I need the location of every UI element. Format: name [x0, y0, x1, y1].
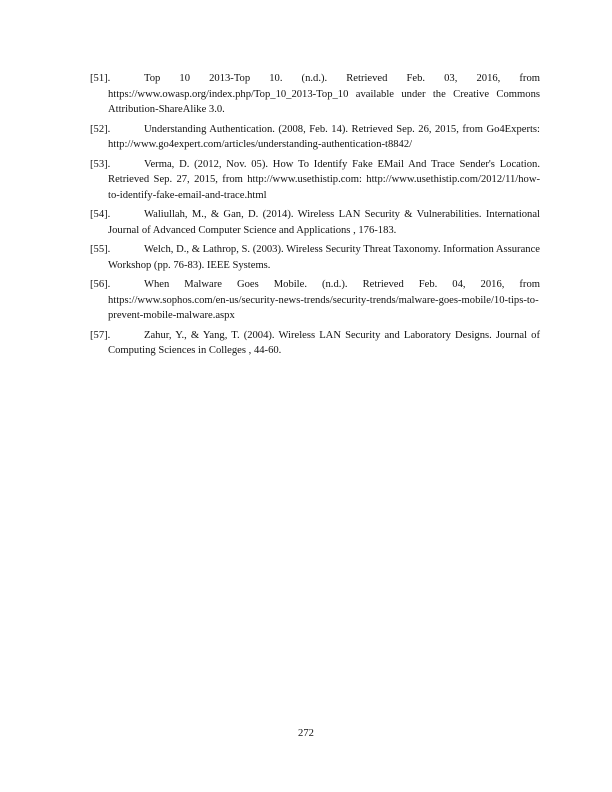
- reference-item: [90, 242, 540, 273]
- reference-number: [56].: [90, 279, 111, 290]
- reference-text: Understanding Authentication. (2008, Feb. 14). Retrieved Sep. 26, 2015, from Go4Experts: http://www.go4expert.com/articles/understanding-authentication-t8842/: [108, 123, 540, 150]
- reference-item: [90, 207, 540, 238]
- reference-text: When Malware Goes Mobile. (n.d.). Retrieved Feb. 04, 2016, from https://www.sophos.com/en-us/security-news-trends/security-trends/malware-goes-mobile/10-tips-to-prevent-mobile-malware.aspx: [108, 279, 540, 321]
- reference-item: [90, 122, 540, 153]
- reference-text: Verma, D. (2012, Nov. 05). How To Identify Fake EMail And Trace Sender's Location. Retrieved Sep. 27, 2015, from http://www.usethistip.com: http://www.usethistip.com/2012/11/how-to-identify-fake-email-and-trace.html: [108, 158, 540, 201]
- reference-number: [52].: [90, 123, 111, 135]
- reference-item: [90, 277, 540, 324]
- reference-list: [90, 71, 540, 363]
- reference-text: Zahur, Y., & Yang, T. (2004). Wireless LAN Security and Laboratory Designs. Journal of Computing Sciences in Colleges , 44-60.: [108, 329, 540, 356]
- reference-number: [54].: [90, 209, 111, 220]
- page-number: 272: [298, 728, 314, 739]
- reference-number: [51].: [90, 73, 111, 84]
- reference-number: [55].: [90, 244, 111, 255]
- reference-item: [90, 71, 540, 118]
- reference-text: Welch, D., & Lathrop, S. (2003). Wireless Security Threat Taxonomy. Information Assurance Workshop (pp. 76-83). IEEE Systems.: [108, 244, 540, 271]
- reference-item: [90, 328, 540, 359]
- reference-item: [90, 157, 540, 204]
- reference-text: Top 10 2013-Top 10. (n.d.). Retrieved Feb. 03, 2016, from https://www.owasp.org/index.php/Top_10_2013-Top_10 available under the Creative Commons Attribution-ShareAlike 3.0.: [108, 73, 540, 115]
- reference-text: Waliullah, M., & Gan, D. (2014). Wireless LAN Security & Vulnerabilities. International Journal of Advanced Computer Science and Applications , 176-183.: [108, 209, 540, 236]
- reference-number: [53].: [90, 158, 111, 170]
- reference-number: [57].: [90, 329, 111, 341]
